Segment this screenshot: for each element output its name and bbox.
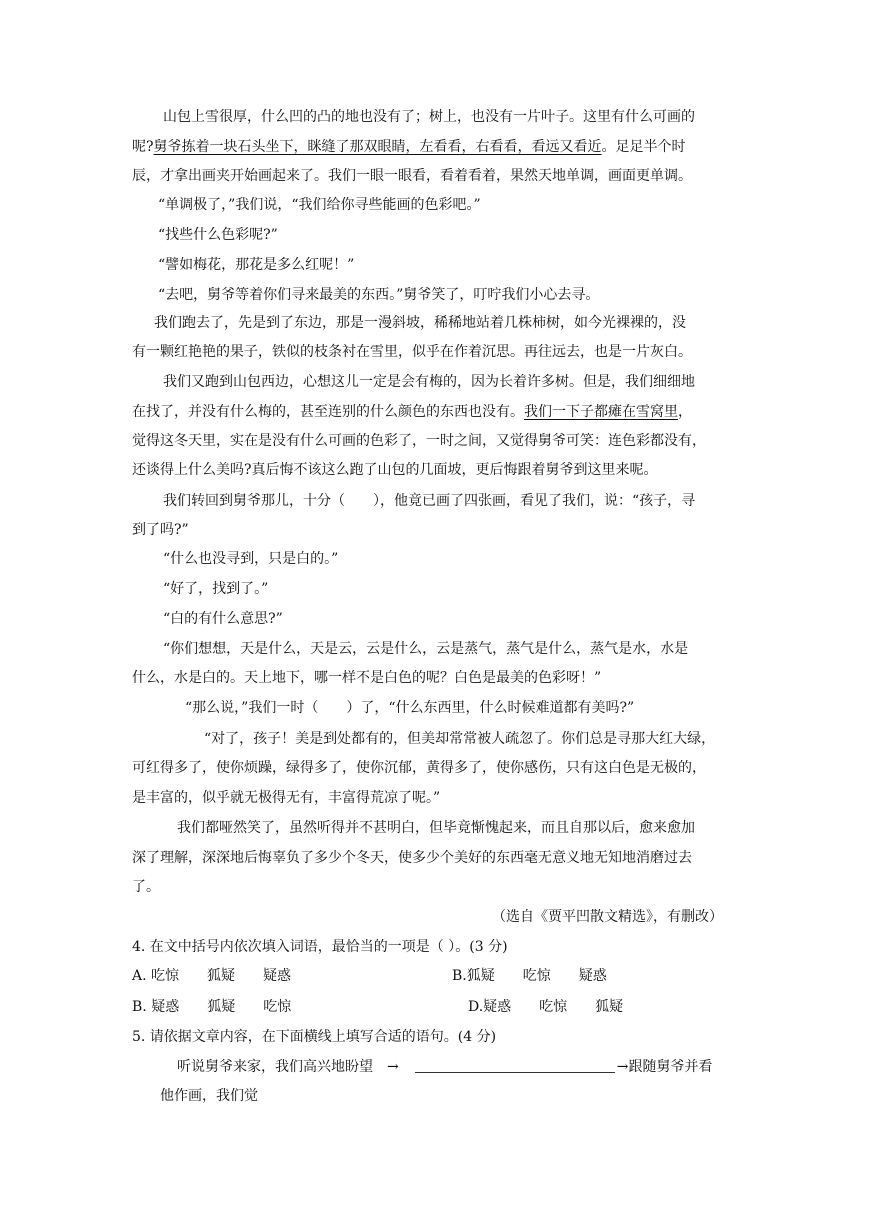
paragraph-6-line-1: “对了，孩子！美是到处都有的，但美却常常被人疏忽了。你们总是寻那大红大绿， bbox=[204, 731, 716, 747]
paragraph-7-line-1: 我们都哑然笑了，虽然听得并不甚明白，但毕竟惭愧起来，而且自那以后，愈来愈加 bbox=[177, 820, 695, 836]
dialogue-line: “譬如梅花，那花是多么红呢！” bbox=[158, 257, 355, 273]
paragraph-3-line-3: 觉得这冬天里，实在是没有什么可画的色彩了，一时之间，又觉得舅爷可笑：连色彩都没有， bbox=[132, 433, 706, 449]
dialogue-line: “去吧，舅爷等着你们寻来最美的东西。”舅爷笑了，叮咛我们小心去寻。 bbox=[158, 287, 600, 303]
question-4-option-c: B. 疑惑 狐疑 吃惊 bbox=[132, 999, 292, 1015]
paragraph-3-line-1: 我们又跑到山包西边，心想这儿一定是会有梅的，因为长着许多树。但是，我们细细地 bbox=[163, 374, 695, 390]
dialogue-line: “什么也没寻到，只是白的。” bbox=[163, 551, 339, 567]
dialogue-line: “那么说，”我们一时（ ）了，“什么东西里，什么时候难道都有美吗?” bbox=[185, 700, 635, 716]
paragraph-3-line-4: 还谈得上什么美吗?真后悔不该这么跑了山包的几面坡，更后悔跟着舅爷到这里来呢。 bbox=[132, 462, 658, 478]
paragraph-2-line-1: 我们跑去了，先是到了东边，那是一漫斜坡，稀稀地站着几株柿树，如今光裸裸的，没 bbox=[154, 315, 686, 331]
paragraph-1-line-1: 山包上雪很厚，什么凹的凸的地也没有了；树上，也没有一片叶子。这里有什么可画的 bbox=[163, 109, 695, 125]
dialogue-line: “白的有什么意思?” bbox=[163, 611, 283, 627]
question-4-option-d: D.疑惑 吃惊 狐疑 bbox=[468, 999, 624, 1015]
question-5-line-2: 他作画，我们觉 bbox=[160, 1088, 258, 1104]
paragraph-2-line-2: 有一颗红艳艳的果子，铁似的枝条衬在雪里，似乎在作着沉思。再往远去，也是一片灰白。 bbox=[132, 344, 692, 360]
paragraph-1-line-3: 辰，才拿出画夹开始画起来了。我们一眼一眼看，看着看着，果然天地单调，画面更单调。 bbox=[132, 168, 692, 184]
paragraph-7-line-3: 了。 bbox=[132, 879, 160, 895]
arrow-right-icon: → bbox=[387, 1059, 399, 1075]
paragraph-1-line-2: 呢?舅爷拣着一块石头坐下，眯缝了那双眼睛，左看看，右看看，看远又看近。足足半个时 bbox=[132, 139, 686, 155]
question-5-line-1: 听说舅爷来家，我们高兴地盼望 → →跟随舅爷并看 bbox=[177, 1059, 713, 1075]
paragraph-4-line-1: 我们转回到舅爷那儿，十分（ ），他竟已画了四张画，看见了我们，说：“孩子，寻 bbox=[163, 493, 696, 509]
underlined-sentence-2: 我们一下子都瘫在雪窝里 bbox=[524, 404, 678, 420]
question-5-stem: 5. 请依据文章内容，在下面横线上填写合适的语句。(4 分) bbox=[132, 1029, 497, 1045]
source-citation: （选自《贾平凹散文精选》，有删改） bbox=[492, 909, 723, 925]
arrow-right-icon: → bbox=[616, 1059, 629, 1075]
underlined-sentence-1: 舅爷拣着一块石头坐下，眯缝了那双眼睛，左看看，右看看，看远又看近 bbox=[153, 139, 602, 155]
paragraph-7-line-2: 深了理解，深深地后悔辜负了多少个冬天，使多少个美好的东西毫无意义地无知地消磨过去 bbox=[132, 850, 692, 866]
dialogue-line: “找些什么色彩呢?” bbox=[158, 227, 278, 243]
dialogue-line: “单调极了，”我们说，“我们给你寻些能画的色彩吧。” bbox=[158, 197, 481, 213]
question-4-stem: 4. 在文中括号内依次填入词语，最恰当的一项是（ ）。(3 分) bbox=[132, 939, 508, 955]
answer-blank[interactable] bbox=[415, 1058, 615, 1073]
question-4-option-b: B.狐疑 吃惊 疑惑 bbox=[452, 968, 607, 984]
paragraph-3-line-2: 在找了，并没有什么梅的，甚至连别的什么颜色的东西也没有。我们一下子都瘫在雪窝里， bbox=[132, 404, 692, 420]
dialogue-line: “好了，找到了。” bbox=[163, 581, 269, 597]
paragraph-5-line-2: 什么，水是白的。天上地下，哪一样不是白色的呢？白色是最美的色彩呀！” bbox=[132, 670, 602, 686]
paragraph-5-line-1: “你们想想，天是什么，天是云，云是什么，云是蒸气，蒸气是什么，蒸气是水，水是 bbox=[163, 641, 689, 657]
paragraph-6-line-2: 可红得多了，使你烦躁，绿得多了，使你沉郁，黄得多了，使你感伤，只有这白色是无极的， bbox=[132, 760, 706, 776]
paragraph-6-line-3: 是丰富的，似乎就无极得无有，丰富得荒凉了呢。” bbox=[132, 790, 441, 806]
question-4-option-a: A. 吃惊 狐疑 疑惑 bbox=[132, 968, 292, 984]
paragraph-4-line-2: 到了吗?” bbox=[132, 522, 189, 538]
